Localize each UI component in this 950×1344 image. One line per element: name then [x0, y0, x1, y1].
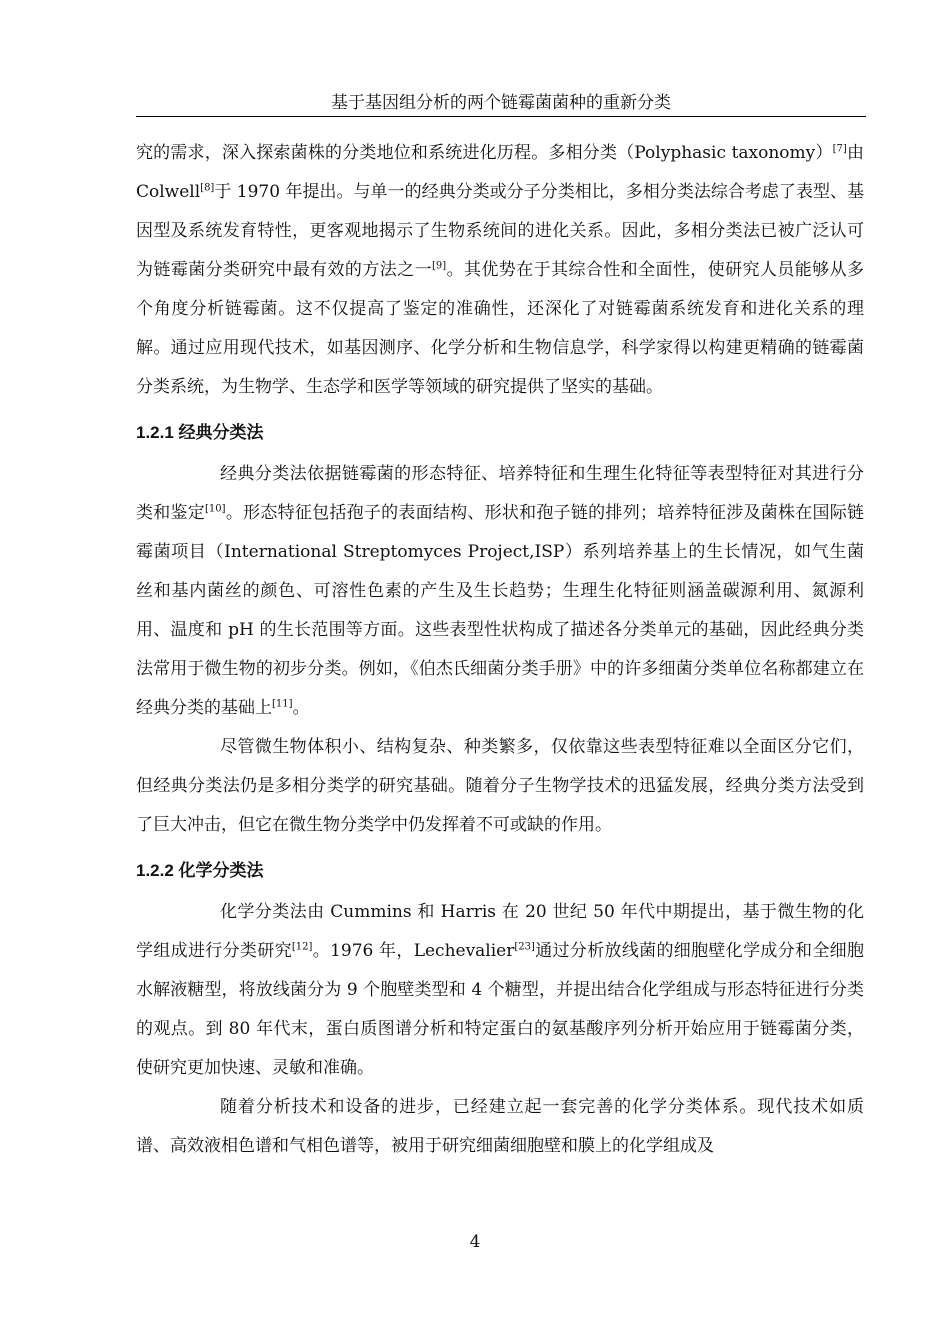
- text-run: 随着分析技术和设备的进步，已经建立起一套完善的化学分类体系。现代技术如质谱、高效液相色谱和气相色谱等，被用于研究细菌细胞壁和膜上的化学组成及: [136, 1097, 864, 1156]
- text-run: 。形态特征包括孢子的表面结构、形状和孢子链的排列；培养特征涉及菌株在国际链霉菌项目（International Streptomyces Project,ISP）系列培养基上的生长情况，如气生菌丝和基内菌丝的颜色、可溶性色素的产生及生长趋势；生理生化特征则涵盖碳源利用、氮源利用、温度和 pH 的生长范围等方面。这些表型性状构成了描述各分类单元的基础，因此经典分类法常用于微生物的初步分类。例如，《伯杰氏细菌分类手册》中的许多细菌分类单位名称都建立在经典分类的基础上: [136, 503, 865, 718]
- citation: [7]: [832, 143, 847, 155]
- citation: [9]: [431, 260, 447, 272]
- section-heading-chemical: 1.2.2 化学分类法: [136, 861, 264, 880]
- paragraph-chemical-modern: [136, 1088, 864, 1166]
- citation: [10]: [205, 503, 226, 515]
- citation: [23]: [514, 941, 535, 953]
- paragraph-chemical: [136, 893, 864, 1088]
- text-run: 通过分析放线菌的细胞壁化学成分和全细胞水解液糖型，将放线菌分为 9 个胞壁类型和 4 个糖型，并提出结合化学组成与形态特征进行分类的观点。到 80 年代末，蛋白质图谱分析和特定蛋白的氨基酸序列分析开始应用于链霉菌分类，使研究更加快速、灵敏和准确。: [136, 941, 864, 1078]
- text-run: 化学分类法由 Cummins 和 Harris 在 20 世纪 50 年代中期提出，基于微生物的化学组成进行分类研究: [136, 902, 864, 961]
- citation: [12]: [291, 941, 313, 953]
- section-heading-classical: 1.2.1 经典分类法: [136, 423, 264, 442]
- text-run: 由 Colwell: [136, 143, 864, 202]
- text-run: 尽管微生物体积小、结构复杂、种类繁多，仅依靠这些表型特征难以全面区分它们，但经典分类法仍是多相分类学的研究基础。随着分子生物学技术的迅猛发展，经典分类方法受到了巨大冲击，但它在微生物分类学中仍发挥着不可或缺的作用。: [136, 737, 864, 835]
- text-run: 。1976 年，Lechevalier: [312, 941, 515, 961]
- citation: [8]: [200, 182, 215, 194]
- text-run: 。: [292, 698, 310, 718]
- text-run: 究的需求，深入探索菌株的分类地位和系统进化历程。多相分类（Polyphasic taxonomy）: [136, 143, 833, 163]
- paragraph-classical: [136, 455, 864, 728]
- page-body: [136, 134, 864, 1166]
- citation: [11]: [272, 698, 293, 710]
- paragraph-polyphasic: [136, 134, 864, 407]
- running-header: 基于基因组分析的两个链霉菌菌种的重新分类: [331, 93, 671, 113]
- text-run: 于 1970 年提出。与单一的经典分类或分子分类相比，多相分类法综合考虑了表型、基因型及系统发育特性，更客观地揭示了生物系统间的进化关系。因此，多相分类法已被广泛认可为链霉菌分类研究中最有效的方法之一: [136, 182, 864, 280]
- paragraph-classical-limits: [136, 728, 864, 845]
- text-run: 。其优势在于其综合性和全面性，使研究人员能够从多个角度分析链霉菌。这不仅提高了鉴定的准确性，还深化了对链霉菌系统发育和进化关系的理解。通过应用现代技术，如基因测序、化学分析和生物信息学，科学家得以构建更精确的链霉菌分类系统，为生物学、生态学和医学等领域的研究提供了坚实的基础。: [136, 260, 865, 397]
- page-number: 4: [469, 1232, 481, 1252]
- text-run: 经典分类法依据链霉菌的形态特征、培养特征和生理生化特征等表型特征对其进行分类和鉴定: [136, 464, 864, 523]
- header-rule: [136, 116, 866, 117]
